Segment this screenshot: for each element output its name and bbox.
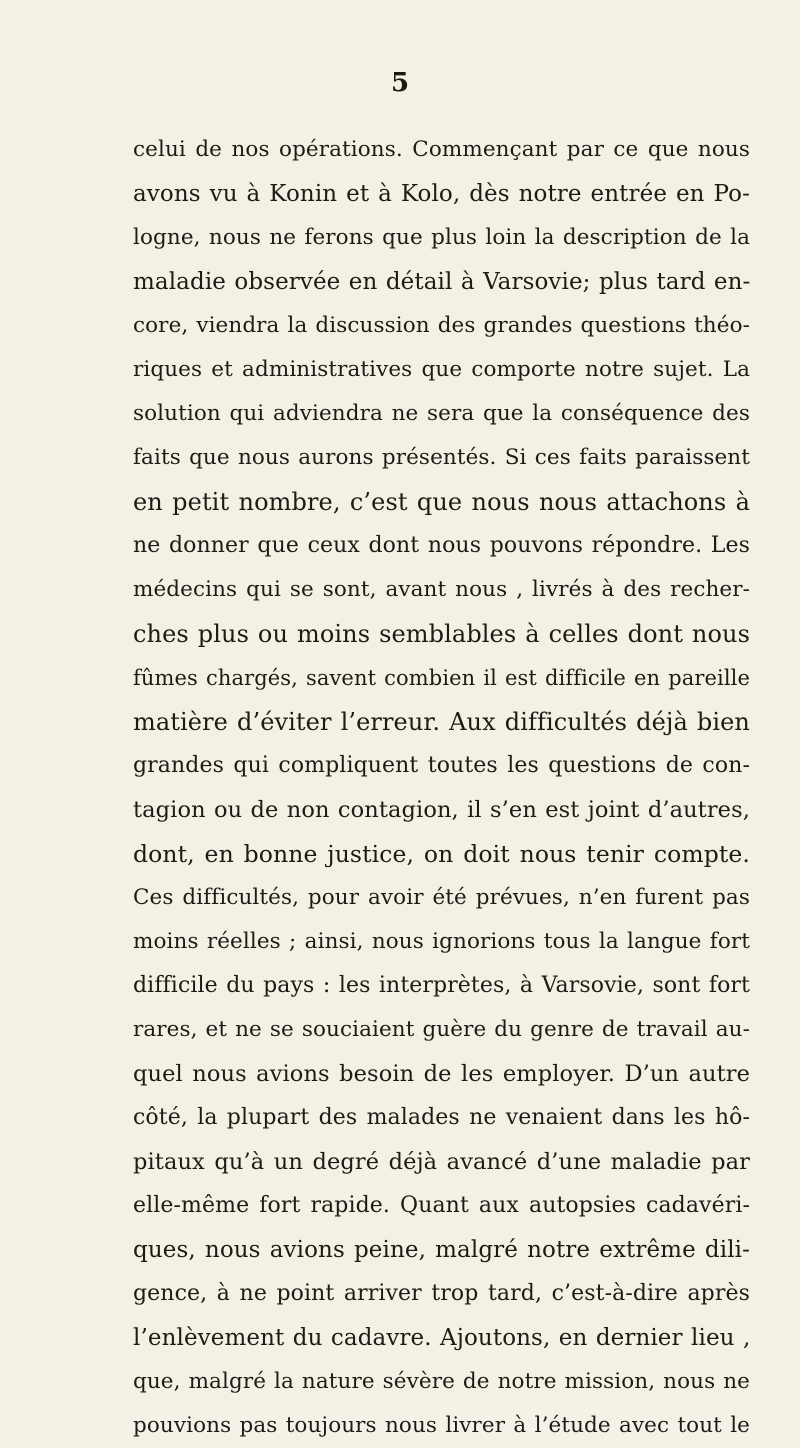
text-line: tagion ou de non contagion, il s’en est joint d’autres, bbox=[133, 797, 750, 823]
text-line: solution qui adviendra ne sera que la conséquence des bbox=[133, 401, 750, 426]
text-line: riques et administratives que comporte notre sujet. La bbox=[133, 357, 750, 382]
text-line: core, viendra la discussion des grandes questions théo- bbox=[133, 313, 750, 338]
body-text bbox=[133, 128, 800, 1448]
text-line: gence, à ne point arriver trop tard, c’est-à-dire après bbox=[133, 1281, 750, 1306]
text-line: celui de nos opérations. Commençant par ce que nous bbox=[133, 137, 750, 162]
text-line: moins réelles ; ainsi, nous ignorions tous la langue fort bbox=[133, 929, 750, 954]
text-line: rares, et ne se souciaient guère du genre de travail au- bbox=[133, 1017, 750, 1042]
text-line: grandes qui compliquent toutes les questions de con- bbox=[133, 753, 750, 778]
text-line: elle-même fort rapide. Quant aux autopsies cadavéri- bbox=[133, 1193, 750, 1218]
text-line: côté, la plupart des malades ne venaient dans les hô- bbox=[133, 1105, 750, 1130]
text-line: ques, nous avions peine, malgré notre extrême dili- bbox=[133, 1237, 750, 1263]
text-line: pitaux qu’à un degré déjà avancé d’une maladie par bbox=[133, 1149, 750, 1175]
text-line: avons vu à Konin et à Kolo, dès notre entrée en Po- bbox=[133, 181, 750, 207]
text-line: difficile du pays : les interprètes, à Varsovie, sont fort bbox=[133, 973, 750, 998]
text-line: que, malgré la nature sévère de notre mission, nous ne bbox=[133, 1369, 750, 1394]
text-line: en petit nombre, c’est que nous nous attachons à bbox=[133, 488, 750, 516]
text-line: matière d’éviter l’erreur. Aux difficultés déjà bien bbox=[133, 708, 750, 736]
page-number: 5 bbox=[390, 68, 410, 98]
text-line: quel nous avions besoin de les employer. D’un autre bbox=[133, 1061, 750, 1087]
text-line: l’enlèvement du cadavre. Ajoutons, en dernier lieu , bbox=[133, 1325, 751, 1351]
text-line: logne, nous ne ferons que plus loin la description de la bbox=[133, 225, 750, 250]
text-line: médecins qui se sont, avant nous , livrés à des recher- bbox=[133, 577, 750, 602]
text-line: maladie observée en détail à Varsovie; plus tard en- bbox=[133, 269, 751, 295]
text-line: pouvions pas toujours nous livrer à l’étude avec tout le bbox=[133, 1413, 750, 1438]
text-line: fûmes chargés, savent combien il est difficile en pareille bbox=[133, 666, 750, 690]
text-line: Ces difficultés, pour avoir été prévues, n’en furent pas bbox=[133, 885, 750, 910]
text-line: ne donner que ceux dont nous pouvons répondre. Les bbox=[133, 533, 750, 558]
text-line: faits que nous aurons présentés. Si ces faits paraissent bbox=[133, 445, 750, 470]
text-line: dont, en bonne justice, on doit nous tenir compte. bbox=[133, 840, 750, 868]
text-line: ches plus ou moins semblables à celles dont nous bbox=[133, 620, 750, 648]
